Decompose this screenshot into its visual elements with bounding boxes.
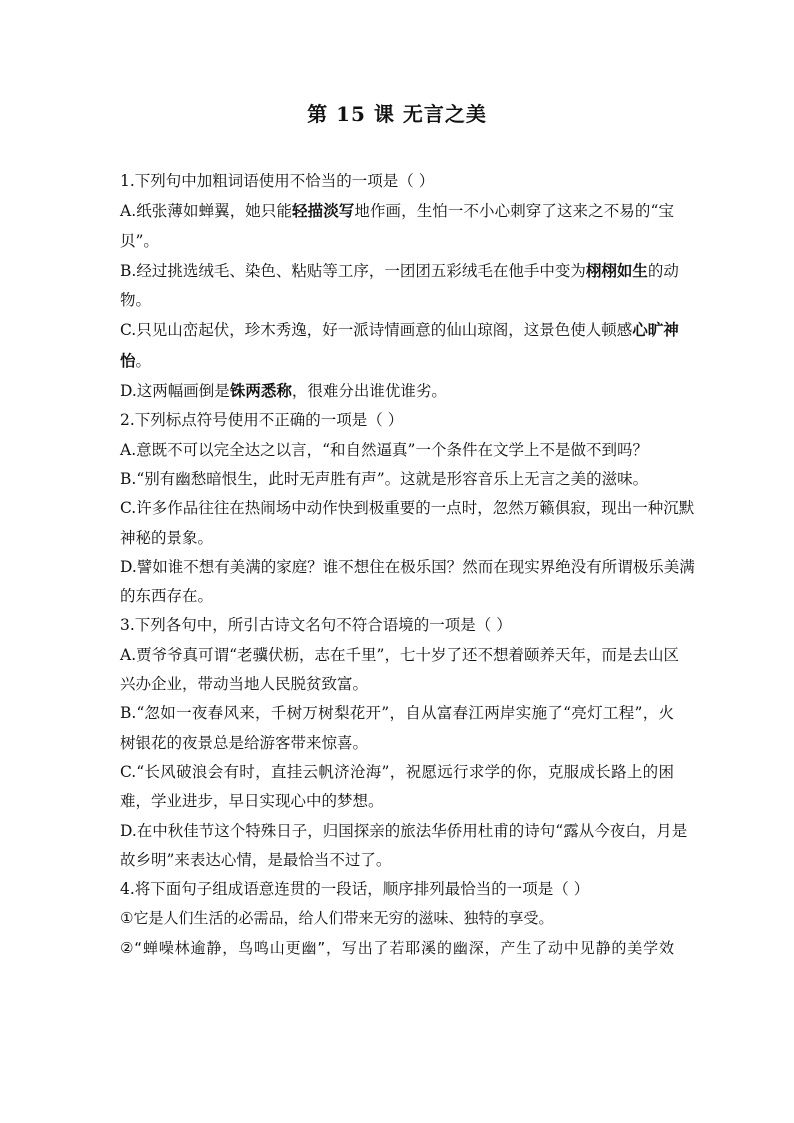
lesson-title: 第 15 课 无言之美	[307, 102, 487, 126]
option-d-line-2: 故乡明”来表达心情，是最恰当不过了。	[120, 850, 392, 869]
option-c-line-2: 神秘的景象。	[120, 528, 214, 547]
question-stem: 1.下列句中加粗词语使用不恰当的一项是（ ）	[120, 172, 435, 190]
sentence-1: ①它是人们生活的必需品，给人们带来无穷的滋味、独特的享受。	[120, 909, 554, 928]
option-d-line-1: D.这两幅画倒是铢两悉称，很难分出谁优谁劣。	[120, 381, 447, 401]
option-c-line-1: C.许多作品往往在热闹场中动作快到极重要的一点时，忽然万籁俱寂，现出一种沉默	[120, 499, 695, 518]
bold-phrase: 心旷神	[632, 320, 679, 340]
option-c-line-2: 难，学业进步，早日实现心中的梦想。	[120, 792, 384, 811]
bold-phrase: 轻描淡写	[292, 201, 355, 221]
question-2	[120, 406, 695, 611]
question-1	[120, 167, 679, 406]
option-d-line-1: D.在中秋佳节这个特殊日子，归国探亲的旅法华侨用杜甫的诗句“露从今夜白，月是	[120, 821, 688, 840]
option-c-line-1: C.“长风破浪会有时，直挂云帆济沧海”，祝愿远行求学的你，克服成长路上的困	[120, 762, 674, 781]
option-d-line-1: D.譬如谁不想有美满的家庭？谁不想住在极乐国？然而在现实界绝没有所谓极乐美满	[120, 557, 695, 576]
option-b-line-1: B.“忽如一夜春风来，千树万树梨花开”，自从富春江两岸实施了“亮灯工程”，火	[120, 704, 674, 723]
option-b-line-2: 树银花的夜景总是给游客带来惊喜。	[120, 733, 369, 752]
option-c-line-2: 怡。	[120, 350, 152, 370]
question-4	[120, 875, 674, 963]
bold-phrase: 怡	[120, 350, 136, 370]
question-stem: 2.下列标点符号使用不正确的一项是（ ）	[120, 411, 404, 430]
bold-phrase: 栩栩如生	[585, 260, 648, 280]
option-d-line-2: 的东西存在。	[120, 587, 214, 606]
bold-phrase: 铢两悉称	[229, 381, 292, 401]
question-stem: 4.将下面句子组成语意连贯的一段话，顺序排列最恰当的一项是（ ）	[120, 880, 590, 899]
question-3	[120, 611, 688, 875]
option-a-line-1: A.意既不可以完全达之以言，“和自然逼真”一个条件在文学上不是做不到吗？	[120, 440, 648, 459]
question-stem: 3.下列各句中，所引古诗文名句不符合语境的一项是（ ）	[120, 616, 512, 635]
sentence-2: ②“蝉噪林逾静，鸟鸣山更幽”，写出了若耶溪的幽深，产生了动中见静的美学效	[120, 938, 674, 957]
option-c-line-1: C.只见山峦起伏，珍木秀逸，好一派诗情画意的仙山琼阁，这景色使人顿感心旷神	[120, 320, 679, 340]
option-b-line-1: B.“别有幽愁暗恨生，此时无声胜有声”。这就是形容音乐上无言之美的滋味。	[120, 469, 649, 488]
option-a-line-2: 兴办企业，带动当地人民脱贫致富。	[120, 675, 369, 694]
option-b-line-2: 物。	[120, 291, 152, 310]
option-a-line-1: A.贾爷爷真可谓“老骥伏枥，志在千里”，七十岁了还不想着颐养天年，而是去山区	[120, 645, 679, 664]
option-a-line-2: 贝”。	[120, 231, 159, 250]
option-a-line-1: A.纸张薄如蝉翼，她只能轻描淡写地作画，生怕一不小心刺穿了这来之不易的“宝	[120, 201, 674, 221]
option-b-line-1: B.经过挑选绒毛、染色、粘贴等工序，一团团五彩绒毛在他手中变为栩栩如生的动	[120, 260, 679, 280]
